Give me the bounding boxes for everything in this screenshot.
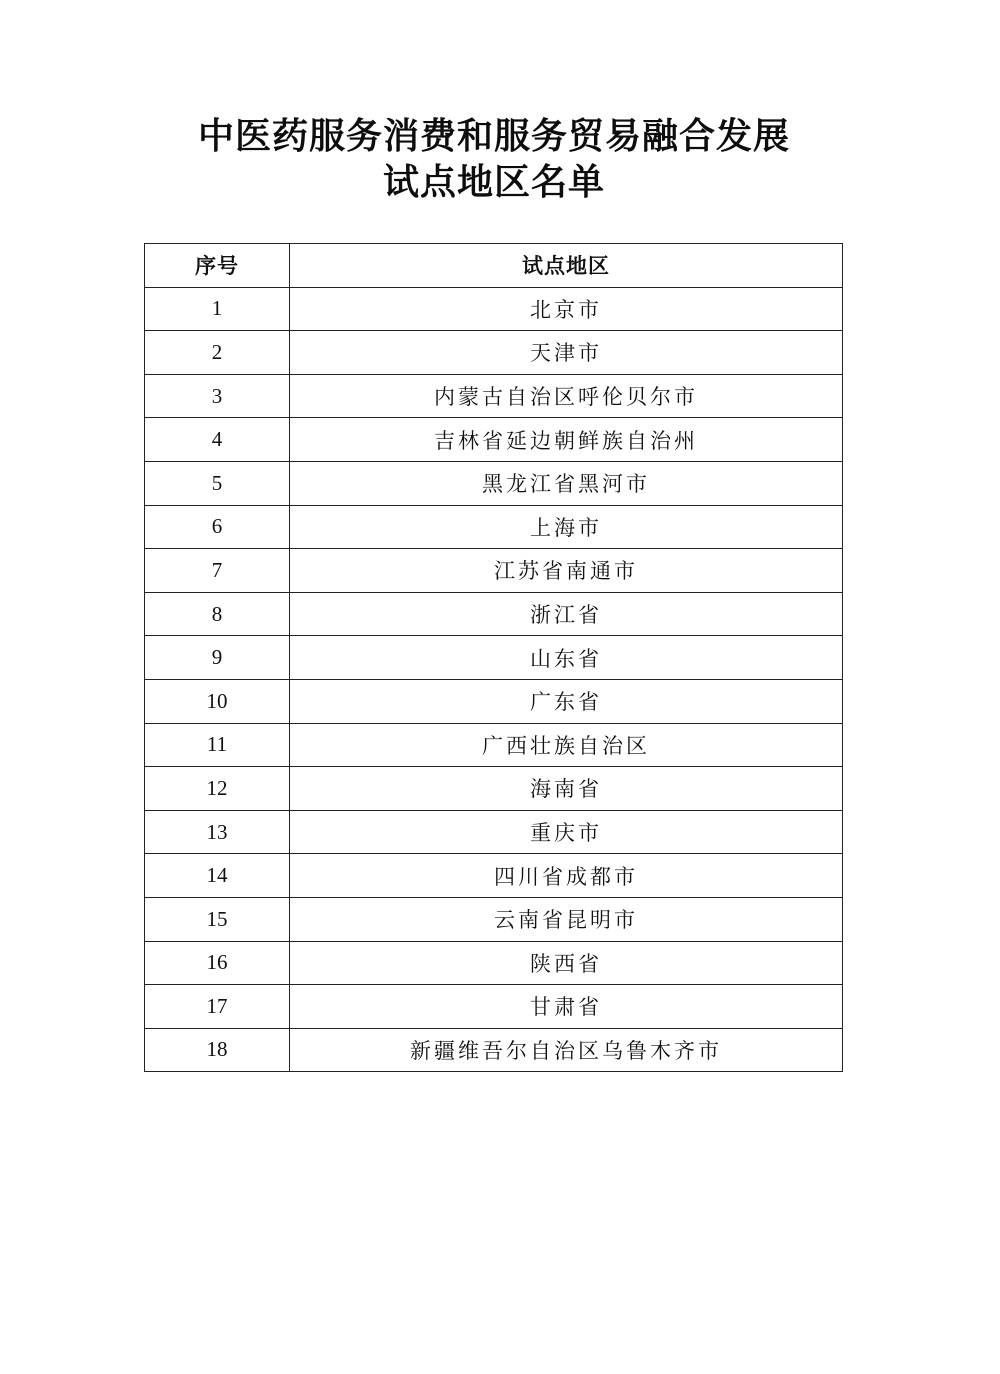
row-region: 黑龙江省黑河市 — [290, 461, 843, 505]
row-number: 15 — [145, 897, 290, 941]
row-number: 17 — [145, 985, 290, 1029]
row-number: 16 — [145, 941, 290, 985]
table-row — [145, 810, 843, 854]
row-region: 山东省 — [290, 636, 843, 680]
row-region: 甘肃省 — [290, 985, 843, 1029]
table-row — [145, 374, 843, 418]
row-number: 11 — [145, 723, 290, 767]
document-title-line-1: 中医药服务消费和服务贸易融合发展 — [197, 115, 790, 157]
row-number: 14 — [145, 854, 290, 898]
header-pilot-region: 试点地区 — [290, 244, 843, 288]
row-number: 1 — [145, 287, 290, 331]
table-row — [145, 331, 843, 375]
table-row — [145, 287, 843, 331]
row-region: 吉林省延边朝鲜族自治州 — [290, 418, 843, 462]
row-number: 5 — [145, 461, 290, 505]
row-number: 9 — [145, 636, 290, 680]
row-region: 新疆维吾尔自治区乌鲁木齐市 — [290, 1028, 843, 1072]
row-number: 18 — [145, 1028, 290, 1072]
row-number: 6 — [145, 505, 290, 549]
row-number: 4 — [145, 418, 290, 462]
row-number: 12 — [145, 767, 290, 811]
row-region: 浙江省 — [290, 592, 843, 636]
row-number: 3 — [145, 374, 290, 418]
row-region: 上海市 — [290, 505, 843, 549]
row-region: 江苏省南通市 — [290, 549, 843, 593]
document-title-line-2: 试点地区名单 — [382, 161, 605, 203]
row-region: 四川省成都市 — [290, 854, 843, 898]
table-row — [145, 897, 843, 941]
row-region: 陕西省 — [290, 941, 843, 985]
table-row — [145, 592, 843, 636]
row-region: 广西壮族自治区 — [290, 723, 843, 767]
pilot-regions-table — [144, 243, 843, 1072]
row-region: 内蒙古自治区呼伦贝尔市 — [290, 374, 843, 418]
row-number: 13 — [145, 810, 290, 854]
table-row — [145, 767, 843, 811]
table-row — [145, 854, 843, 898]
table-row — [145, 461, 843, 505]
row-region: 云南省昆明市 — [290, 897, 843, 941]
row-number: 2 — [145, 331, 290, 375]
row-region: 海南省 — [290, 767, 843, 811]
table-row — [145, 941, 843, 985]
row-number: 10 — [145, 679, 290, 723]
row-region: 重庆市 — [290, 810, 843, 854]
table-row — [145, 985, 843, 1029]
table-row — [145, 418, 843, 462]
table-row — [145, 636, 843, 680]
header-serial-number: 序号 — [145, 244, 290, 288]
table-row — [145, 505, 843, 549]
table-row — [145, 549, 843, 593]
table-header-row — [145, 244, 843, 288]
row-region: 北京市 — [290, 287, 843, 331]
table-row — [145, 1028, 843, 1072]
row-region: 天津市 — [290, 331, 843, 375]
row-number: 8 — [145, 592, 290, 636]
table-row — [145, 723, 843, 767]
table-row — [145, 679, 843, 723]
row-region: 广东省 — [290, 679, 843, 723]
row-number: 7 — [145, 549, 290, 593]
